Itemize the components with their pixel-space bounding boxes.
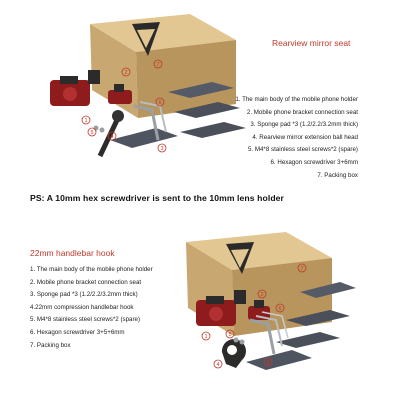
list-item: 4.22mm compression handlebar hook — [30, 303, 134, 311]
list-item: 1. The main body of the mobile phone holder — [235, 96, 358, 103]
callout-4: 4 — [110, 134, 114, 140]
list-item: 5. M4*8 stainless steel screws*2 (spare) — [247, 146, 358, 154]
handlebar-title: 22mm handlebar hook — [30, 248, 115, 258]
callout-6: 6 — [158, 100, 162, 106]
callout-3: 3 — [266, 360, 270, 366]
list-item: 3. Sponge pad *3 (1.2/2.2/3.2mm thick) — [250, 121, 358, 129]
callout-2: 2 — [124, 70, 128, 76]
rearview-title: Rearview mirror seat — [272, 38, 351, 48]
list-item: 2. Mobile phone bracket connection seat — [246, 108, 358, 116]
list-item: 7. Packing box — [30, 341, 71, 349]
callout-7: 7 — [156, 62, 160, 68]
callout-6: 6 — [278, 306, 282, 312]
list-item: 5. M4*8 stainless steel screws*2 (spare) — [30, 316, 141, 324]
callout-1: 1 — [84, 118, 88, 124]
ball-head-top — [100, 110, 124, 156]
callout-4: 4 — [216, 362, 220, 368]
list-item: 3. Sponge pad *3 (1.2/2.2/3.2mm thick) — [30, 291, 138, 299]
callout-3: 3 — [160, 146, 164, 152]
callout-5: 5 — [90, 130, 94, 136]
rearview-parts-list — [235, 94, 358, 182]
ps-note: PS: A 10mm hex screwdriver is sent to the 10mm lens holder — [30, 193, 284, 203]
list-item: 4. Rearview mirror extension ball head — [252, 133, 358, 141]
callout-5: 5 — [228, 332, 232, 338]
list-item: 2. Mobile phone bracket connection seat — [30, 278, 142, 286]
list-item: 6. Hexagon screwdriver 3+5+6mm — [30, 328, 125, 336]
list-item: 7. Packing box — [317, 171, 358, 179]
callout-2: 2 — [260, 292, 264, 298]
callout-7: 7 — [300, 266, 304, 272]
handlebar-parts-list — [30, 264, 153, 352]
list-item: 6. Hexagon screwdriver 3+6mm — [270, 158, 358, 166]
rearview-mirror-panel — [0, 0, 400, 190]
list-item: 1. The main body of the mobile phone holder — [30, 266, 153, 273]
callout-1: 1 — [204, 334, 208, 340]
